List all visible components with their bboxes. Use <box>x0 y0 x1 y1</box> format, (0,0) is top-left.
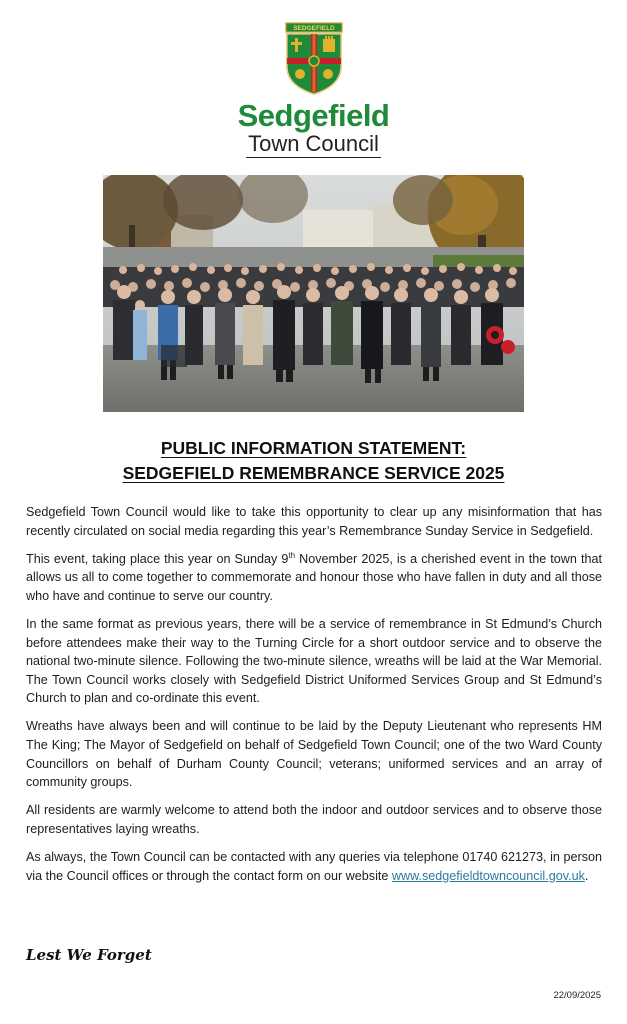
crowd-photo-icon <box>103 175 524 412</box>
paragraph-welcome: All residents are warmly welcome to attend both the indoor and outdoor services and to observe those representatives laying wreaths. <box>26 803 602 836</box>
paragraph-intro: Sedgefield Town Council would like to take this opportunity to clear up any misinformation that has recently circulated on social media regarding this year’s Remembrance Sunday Service in Sedgefield. <box>26 505 602 538</box>
brand-subtitle-text: Town Council <box>248 131 379 156</box>
paragraph-contact-part-1: As always, the Town Council can be contacted with any queries via telephone 01740 621273, in person via the Council offices or through the contact form on our website <box>26 850 602 883</box>
paragraph-event-part-2: November 2025, is a cherished event in the town that allows us all to come together to commemorate and honour those who have fallen in duty and all those who have and continue to serve our country. <box>26 551 603 603</box>
paragraph-wreaths: Wreaths have always been and will continue to be laid by the Deputy Lieutenant who represents HM The King; The Mayor of Sedgefield on behalf of Sedgefield Town Council; one of the two Ward County Councillors on behalf of Durham County Council; veterans; uniformed services and an array of community groups. <box>26 719 602 790</box>
statement-headline <box>0 436 627 486</box>
paragraph-event <box>26 550 602 606</box>
paragraph-contact-part-2: . <box>584 868 589 883</box>
signoff: Lest We Forget <box>26 946 152 964</box>
headline-line-1: PUBLIC INFORMATION STATEMENT: <box>160 438 467 458</box>
paragraph-format: In the same format as previous years, there will be a service of remembrance in St Edmund’s Church before attendees make their way to the Turning Circle for a short outdoor service and to observe the national two-minute silence. Following the two-minute silence, wreaths will be laid at the War Memorial. The Town Council works closely with Sedgefield District Uniformed Services Group and St Edmund’s Church to plan and co-ordinate this event. <box>26 616 602 706</box>
crowd-photo <box>103 175 524 412</box>
date-ordinal: th <box>288 550 296 560</box>
paragraph-event-part-1: This event, taking place this year on Sunday 9 <box>26 551 289 566</box>
headline-line-2: SEDGEFIELD REMEMBRANCE SERVICE 2025 <box>122 463 505 483</box>
crest-text: SEDGEFIELD <box>293 25 335 33</box>
website-link[interactable]: www.sedgefieldtowncouncil.gov.uk <box>391 868 585 883</box>
paragraph-contact <box>26 848 602 885</box>
council-crest-icon <box>285 22 343 96</box>
brand-subtitle <box>0 131 627 157</box>
brand-name: Sedgefield <box>237 98 390 133</box>
statement-body <box>26 503 602 895</box>
document-date: 22/09/2025 <box>553 990 601 1001</box>
